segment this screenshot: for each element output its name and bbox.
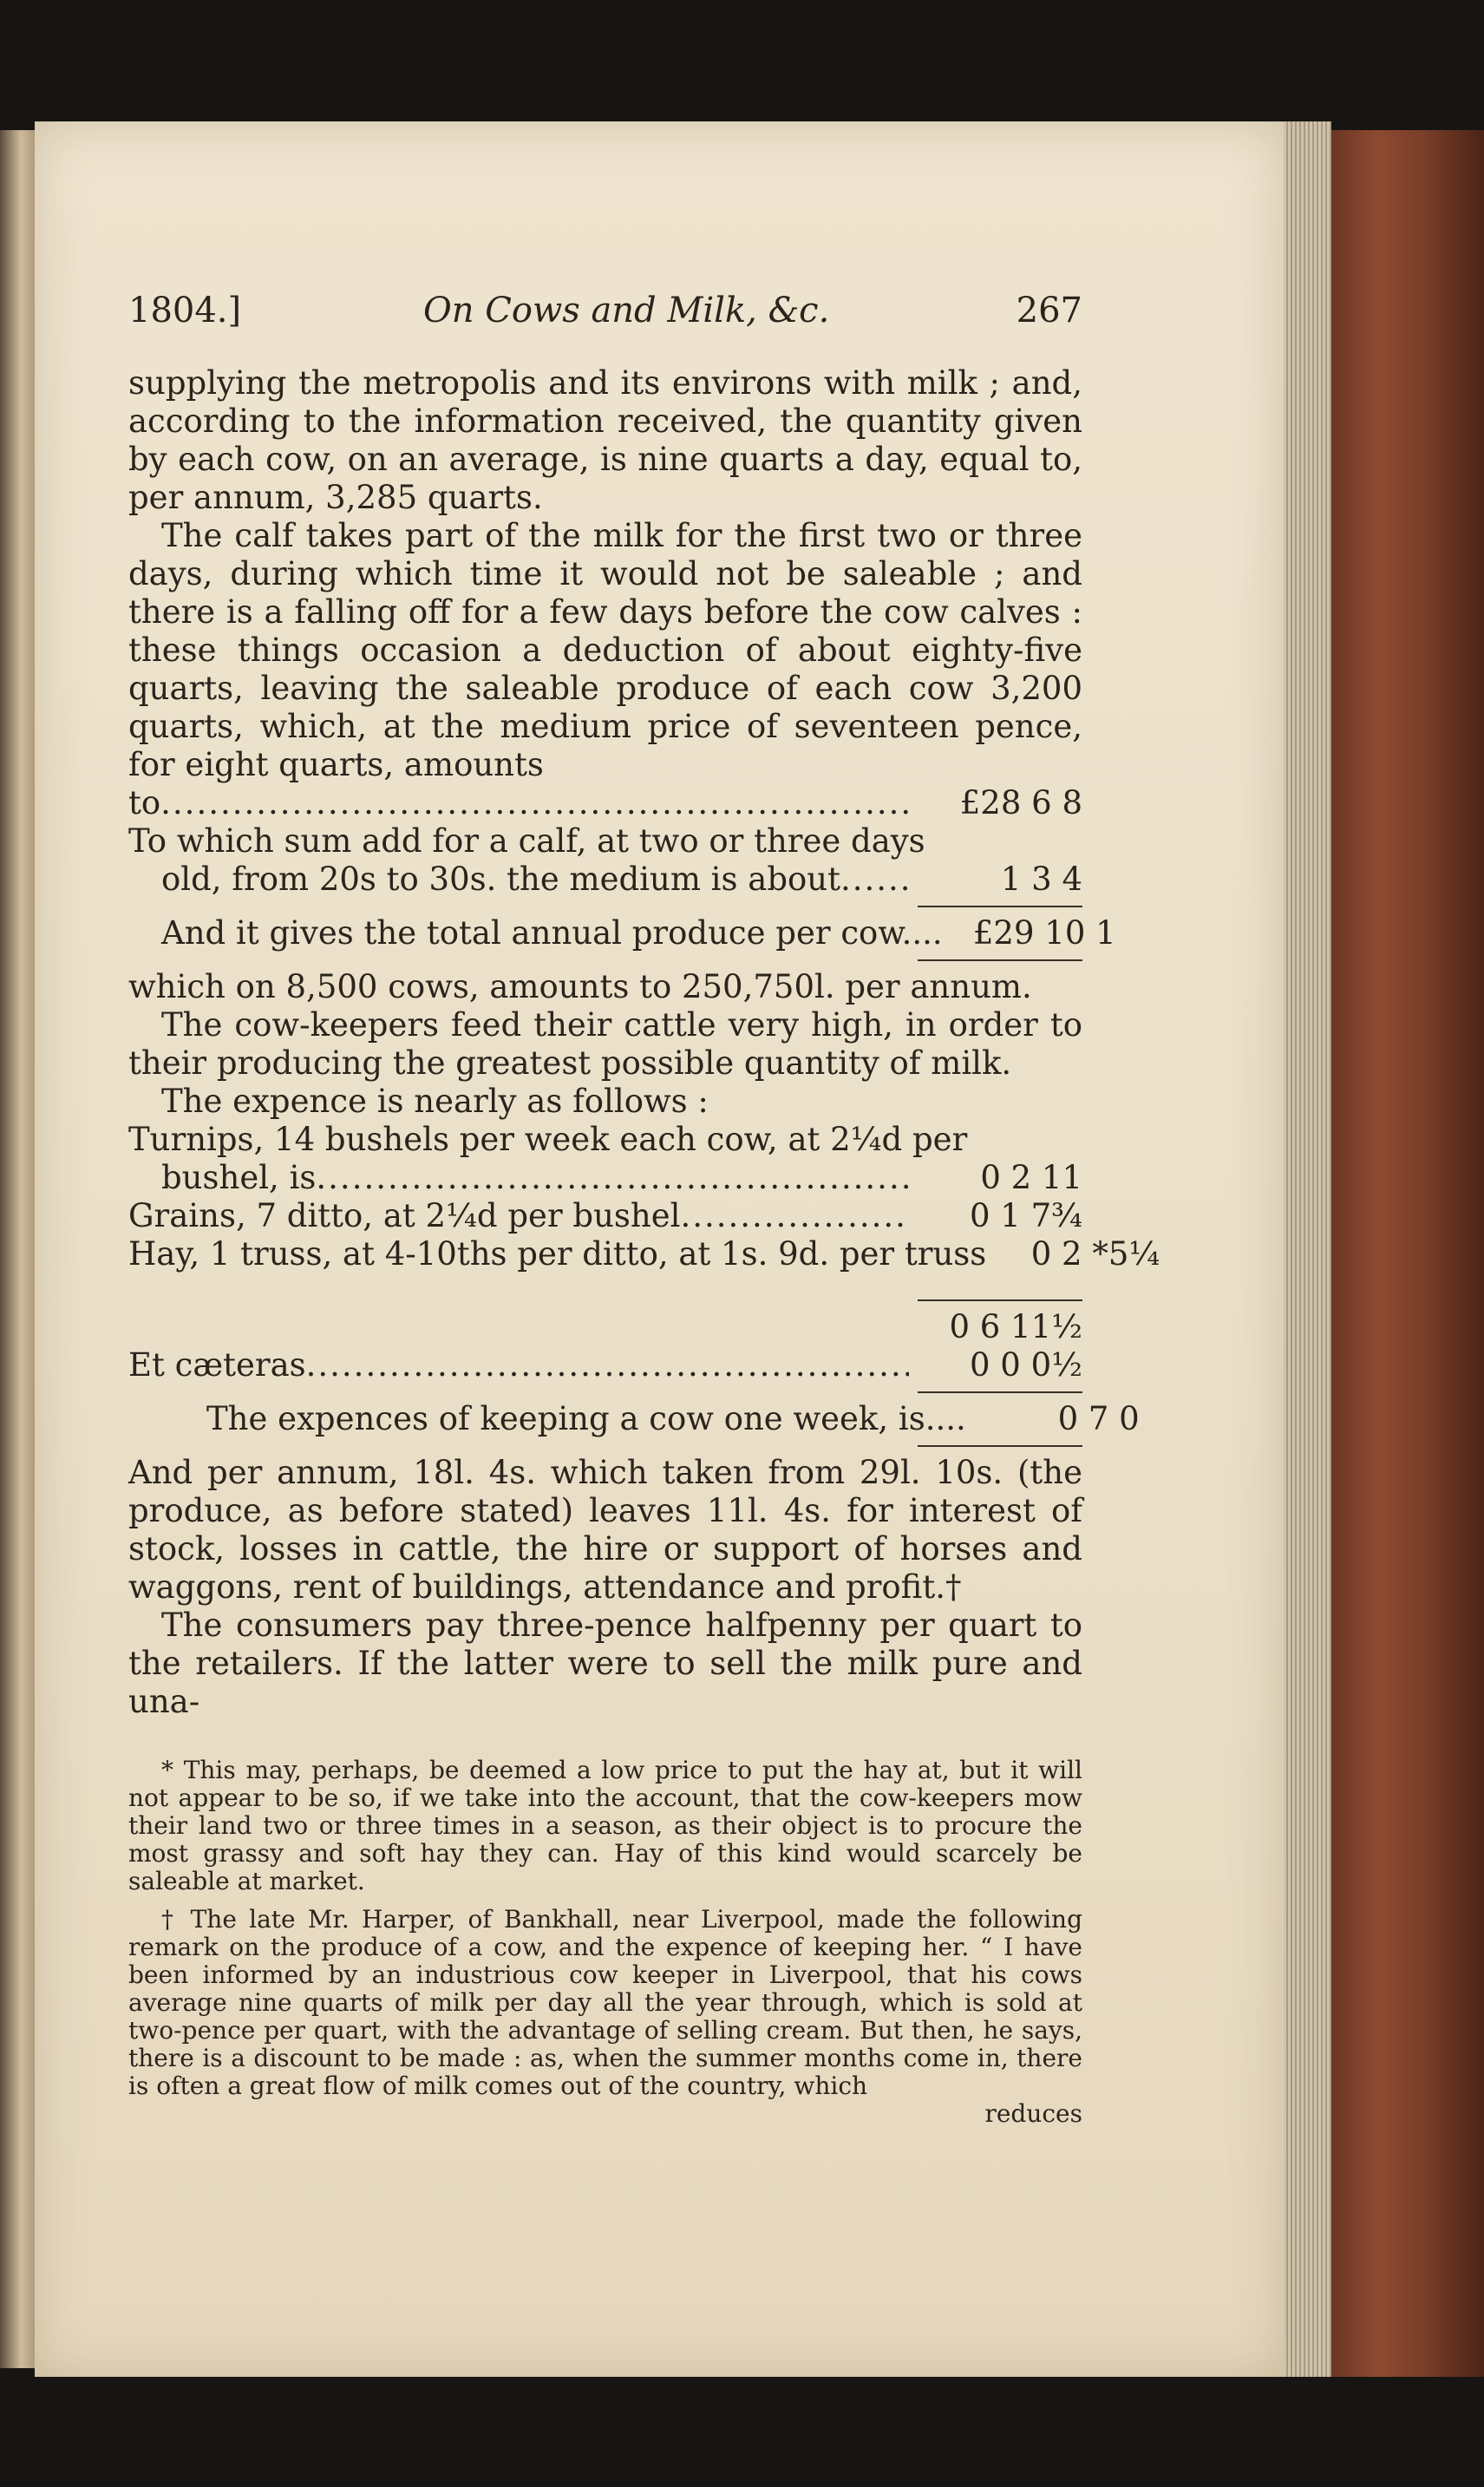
ledger-row	[128, 1121, 1082, 1159]
ledger-row	[128, 822, 1082, 861]
ledger-row	[128, 1197, 1082, 1235]
ledger-row	[128, 1159, 1082, 1197]
ledger-amount: 0 2 11	[980, 1159, 1082, 1196]
total-text: And it gives the total annual produce per cow....	[161, 914, 943, 952]
leather-binding	[1331, 130, 1484, 2377]
paragraph: The expence is nearly as follows :	[161, 1083, 709, 1120]
ledger-amount: 0 1 7¾	[969, 1197, 1082, 1234]
ledger-row	[128, 861, 1082, 899]
paragraph: supplying the metropolis and its environs with milk ; and, according to the information received, the quantity given by each cow, on an average, is nine quarts a day, equal to, per annum, 3,285 quarts.	[128, 364, 1082, 516]
leader-dots	[840, 861, 909, 899]
subtotal-amount: 0 6 11½	[949, 1308, 1082, 1345]
previous-page-edge	[0, 130, 35, 2368]
ledger-text: Et cæteras	[128, 1346, 306, 1384]
ledger-text: To which sum add for a calf, at two or three days	[128, 822, 925, 860]
sum-rule	[918, 959, 1082, 961]
ledger-amount: £28 6 8	[959, 784, 1082, 821]
ledger-amount: 1 3 4	[1000, 861, 1082, 898]
total-amount: £29 10 1	[972, 914, 1116, 952]
ledger-text: to	[128, 784, 161, 821]
sum-rule	[918, 906, 1082, 907]
footnote: * This may, perhaps, be deemed a low price to put the hay at, but it will not appear to be so, if we take into the account, that the cow-keepers mow their land two or three times in a season, as their object is to procure the most grassy and soft hay they can. Hay of this kind would scarcely be saleable at market.	[128, 1756, 1082, 1895]
page-number: 267	[1016, 291, 1082, 331]
leader-dots	[316, 1159, 909, 1197]
ledger-text: old, from 20s to 30s. the medium is about	[161, 861, 840, 898]
running-head-year: 1804.]	[128, 291, 242, 331]
footnotes	[128, 1757, 1082, 2128]
total-amount: 0 7 0	[1057, 1400, 1140, 1437]
ledger-amount: 0 0 0½	[969, 1346, 1082, 1384]
total-text: The expences of keeping a cow one week, is....	[206, 1400, 966, 1437]
paragraph: The cow-keepers feed their cattle very high, in order to their producing the greatest possible quantity of milk.	[128, 1006, 1082, 1082]
ledger-row	[128, 1235, 1160, 1273]
ledger-text: Hay, 1 truss, at 4-10ths per ditto, at 1s. 9d. per truss	[128, 1235, 987, 1273]
catchword: reduces	[984, 2099, 1082, 2128]
body-text	[128, 364, 1160, 1721]
ledger-row	[128, 784, 1082, 822]
running-head-title: On Cows and Milk, &c.	[423, 291, 830, 331]
running-head	[128, 291, 1082, 346]
sum-rule	[918, 1445, 1082, 1447]
footnote: † The late Mr. Harper, of Bankhall, near Liverpool, made the following remark on the produce of a cow, and the expence of keeping her. “ I have been informed by an industrious cow keeper in Liverpool, that his cows average nine quarts of milk per day all the year through, which is sold at two-pence per quart, with the advantage of selling cream. But then, he says, there is a discount to be made : as, when the summer months come in, there is often a great flow of milk comes out of the country, which	[128, 1905, 1082, 2100]
paragraph: The calf takes part of the milk for the first two or three days, during which time it would not be saleable ; and there is a falling off for a few days before the cow calves : these things occasion a deduction of about eighty-five quarts, leaving the saleable produce of each cow 3,200 quarts, which, at the medium price of seventeen pence, for eight quarts, amounts	[128, 517, 1082, 783]
ledger-row	[128, 1346, 1082, 1384]
page-fore-edge	[1284, 121, 1331, 2377]
leader-dots	[680, 1197, 909, 1235]
total-row	[128, 914, 1116, 952]
ledger-text: Turnips, 14 bushels per week each cow, at 2¼d per	[128, 1121, 968, 1158]
total-row	[128, 1400, 1140, 1438]
ledger-text: bushel, is	[161, 1159, 317, 1196]
sum-rule	[918, 1299, 1082, 1301]
ledger-text: Grains, 7 ditto, at 2¼d per bushel	[128, 1197, 681, 1234]
leader-dots	[306, 1346, 909, 1384]
subtotal-row	[128, 1308, 1082, 1346]
ledger-amount: 0 2 *5¼	[1030, 1235, 1160, 1273]
paragraph: which on 8,500 cows, amounts to 250,750l. per annum.	[128, 968, 1032, 1005]
spacer	[128, 1273, 1082, 1293]
paragraph: And per annum, 18l. 4s. which taken from 29l. 10s. (the produce, as before stated) leaves 11l. 4s. for interest of stock, losses in cattle, the hire or support of horses and waggons, rent of buildings, attendance and profit.†	[128, 1454, 1082, 1606]
leader-dots	[160, 784, 909, 822]
sum-rule	[918, 1391, 1082, 1393]
paragraph: The consumers pay three-pence halfpenny per quart to the retailers. If the latter were to sell the milk pure and una-	[128, 1607, 1082, 1720]
